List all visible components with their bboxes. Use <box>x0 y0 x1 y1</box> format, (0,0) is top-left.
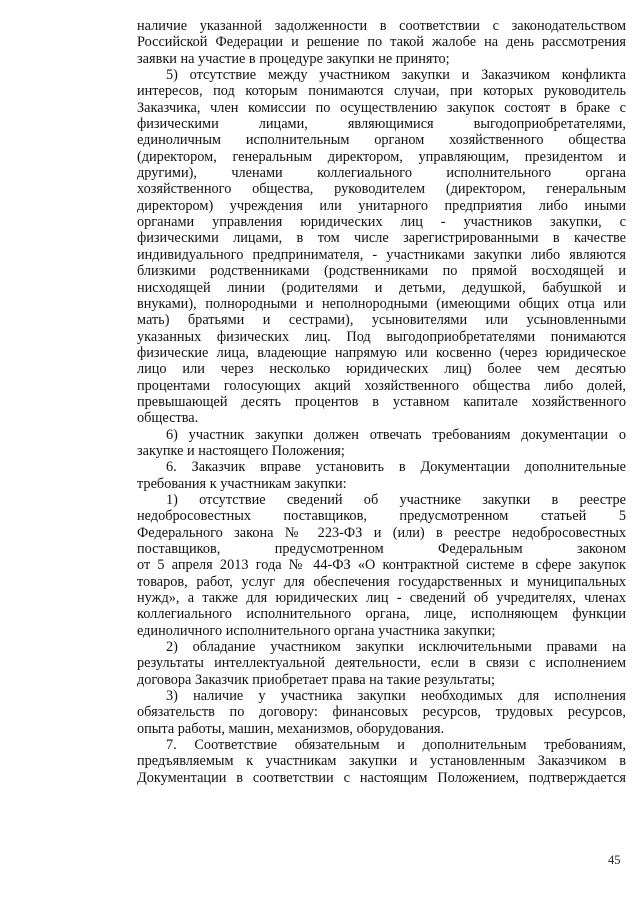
text-line: физическими лицами, являющимися выгодоприобретателями, <box>137 116 626 133</box>
text-line: (директором, генеральным директором, управляющим, президентом и <box>137 148 626 165</box>
text-line: 6. Заказчик вправе установить в Документации дополнительные <box>166 459 626 476</box>
text-line: 2) обладание участником закупки исключительными правами на <box>166 639 626 656</box>
text-line: близкими родственниками (родственниками по прямой восходящей и <box>137 263 626 280</box>
text-line: единоличным исполнительным органом хозяйственного общества <box>137 132 626 149</box>
text-line: поставщиков, предусмотренном Федеральным законом <box>137 541 626 557</box>
text-line: общества. <box>137 410 199 427</box>
text-line: лицо или через несколько юридических лиц) более чем десятью <box>137 361 626 378</box>
text-line: мать) братьями и сестрами), усыновителями или усыновленными <box>137 312 626 329</box>
text-line: Федерального закона № 223-ФЗ и (или) в реестре недобросовестных <box>137 524 626 541</box>
text-line: от 5 апреля 2013 года № 44-ФЗ «О контрактной системе в сфере закупок <box>137 557 626 574</box>
text-line: другими), членами коллегиального исполнительного органа <box>137 165 626 182</box>
text-line: заявки на участие в процедуре закупки не принято; <box>137 50 450 67</box>
text-line: физические лица, владеющие напрямую или косвенно (через юридическое <box>137 344 626 361</box>
text-line: требования к участникам закупки: <box>137 475 347 492</box>
text-line: нисходящей линии (родителями и детьми, дедушкой, бабушкой и <box>137 279 626 296</box>
text-line: внуками), полнородными и неполнородными (имеющими общих отца или <box>137 295 626 312</box>
text-line: Документации в соответствии с настоящим Положением, подтверждается <box>137 769 626 786</box>
text-line: органами управления юридических лиц - участников закупки, с <box>137 214 626 231</box>
text-line: единоличного исполнительного органа участника закупки; <box>137 622 496 639</box>
text-line: 5) отсутствие между участником закупки и Заказчиком конфликта <box>166 67 626 84</box>
text-line: Российской Федерации и решение по такой жалобе на день рассмотрения <box>137 34 626 51</box>
document-text <box>137 18 626 786</box>
text-line: результаты интеллектуальной деятельности, если в связи с исполнением <box>137 655 626 672</box>
text-line: наличие указанной задолженности в соответствии с законодательством <box>137 18 626 34</box>
text-line: указанных физических лиц. Под выгодоприобретателями понимаются <box>137 328 626 345</box>
text-line: недобросовестных поставщиков, предусмотренном статьей 5 <box>137 508 626 525</box>
page-number: 45 <box>608 853 621 867</box>
text-line: хозяйственного общества, руководителем (директором, генеральным <box>137 181 626 198</box>
text-line: процентами голосующих акций хозяйственного общества либо долей, <box>137 377 626 394</box>
text-line: товаров, работ, услуг для обеспечения государственных и муниципальных <box>137 573 626 590</box>
text-line: нужд», а также для юридических лиц - сведений об учредителях, членах <box>137 590 626 607</box>
text-line: 6) участник закупки должен отвечать требованиям документации о <box>166 426 626 443</box>
text-line: опыта работы, машин, механизмов, оборудования. <box>137 720 445 737</box>
text-line: обязательств по договору: финансовых ресурсов, трудовых ресурсов, <box>137 704 626 721</box>
text-line: 7. Соответствие обязательным и дополнительным требованиям, <box>166 737 626 754</box>
text-line: интересов, под которым понимаются случаи, при которых руководитель <box>137 83 626 100</box>
text-line: директором) учреждения или унитарного предприятия либо иными <box>137 197 626 214</box>
text-line: Заказчика, член комиссии по осуществлению закупок состоят в браке с <box>137 99 626 116</box>
text-line: индивидуального предпринимателя, - участниками закупки либо являются <box>137 246 626 263</box>
text-line: 1) отсутствие сведений об участнике закупки в реестре <box>166 491 626 508</box>
text-line: коллегиального исполнительного органа, лице, исполняющем функции <box>137 606 626 623</box>
text-line: превышающей десять процентов в уставном капитале хозяйственного <box>137 393 626 410</box>
text-line: закупке и настоящего Положения; <box>137 442 345 459</box>
text-line: физическими лицами, в том числе зарегистрированными в качестве <box>137 230 626 247</box>
text-line: 3) наличие у участника закупки необходимых для исполнения <box>166 688 626 705</box>
text-line: предъявляемым к участникам закупки и установленным Заказчиком в <box>137 753 626 770</box>
text-line: договора Заказчик приобретает права на такие результаты; <box>137 671 495 688</box>
